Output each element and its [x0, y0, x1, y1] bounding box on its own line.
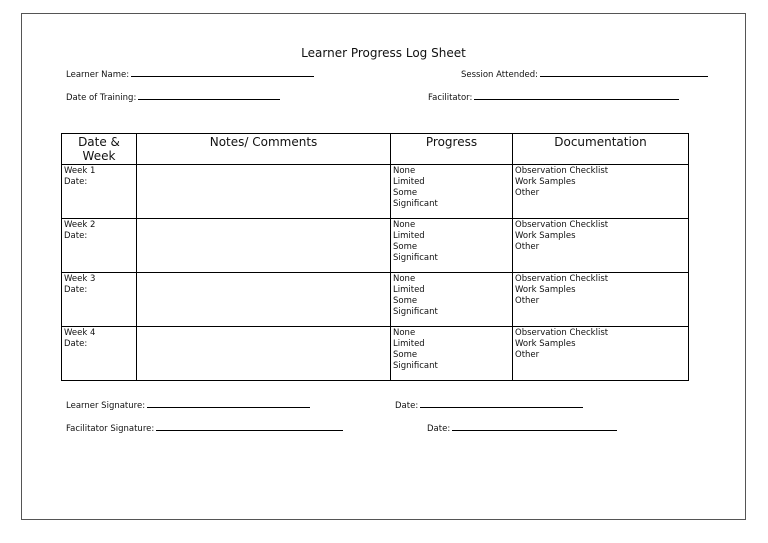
date-week-cell[interactable]: [62, 327, 137, 381]
date-of-training-label: Date of Training:: [66, 93, 137, 103]
doc-option-other[interactable]: Other: [515, 242, 540, 252]
learner-date-line[interactable]: [420, 398, 583, 408]
table-row: [62, 327, 689, 381]
progress-option-some[interactable]: Some: [393, 188, 418, 198]
doc-option-work-samples[interactable]: Work Samples: [515, 177, 576, 187]
doc-option-other[interactable]: Other: [515, 188, 540, 198]
session-attended-field[interactable]: [461, 67, 708, 80]
header-documentation: Documentation: [513, 134, 689, 165]
progress-option-limited[interactable]: Limited: [393, 285, 425, 295]
doc-option-work-samples[interactable]: Work Samples: [515, 285, 576, 295]
date-label: Date:: [64, 177, 88, 187]
progress-option-significant[interactable]: Significant: [393, 361, 438, 371]
doc-option-observation-checklist[interactable]: Observation Checklist: [515, 166, 609, 176]
progress-option-none[interactable]: None: [393, 328, 416, 338]
doc-option-work-samples[interactable]: Work Samples: [515, 231, 576, 241]
week-label: Week 2: [64, 220, 96, 230]
date-week-cell[interactable]: [62, 219, 137, 273]
date-week-cell[interactable]: [62, 165, 137, 219]
progress-option-limited[interactable]: Limited: [393, 177, 425, 187]
progress-option-significant[interactable]: Significant: [393, 307, 438, 317]
notes-cell[interactable]: [137, 219, 391, 273]
facilitator-label: Facilitator:: [428, 93, 473, 103]
week-label: Week 4: [64, 328, 96, 338]
date-week-cell[interactable]: [62, 273, 137, 327]
learner-date-label: Date:: [395, 401, 419, 411]
page-title: Learner Progress Log Sheet: [301, 46, 466, 60]
progress-option-limited[interactable]: Limited: [393, 339, 425, 349]
date-of-training-line[interactable]: [138, 90, 280, 100]
progress-cell: [391, 273, 513, 327]
doc-option-observation-checklist[interactable]: Observation Checklist: [515, 328, 609, 338]
learner-date-field[interactable]: [395, 398, 583, 411]
table-row: [62, 165, 689, 219]
header-notes-comments: Notes/ Comments: [137, 134, 391, 165]
date-label: Date:: [64, 285, 88, 295]
date-label: Date:: [64, 339, 88, 349]
header-date-week: Date & Week: [62, 134, 137, 165]
date-of-training-field[interactable]: [66, 90, 280, 103]
notes-cell[interactable]: [137, 165, 391, 219]
facilitator-signature-line[interactable]: [156, 421, 343, 431]
progress-option-limited[interactable]: Limited: [393, 231, 425, 241]
table-header-row: [62, 134, 689, 165]
notes-cell[interactable]: [137, 273, 391, 327]
progress-option-none[interactable]: None: [393, 274, 416, 284]
progress-option-some[interactable]: Some: [393, 296, 418, 306]
progress-option-significant[interactable]: Significant: [393, 253, 438, 263]
facilitator-line[interactable]: [474, 90, 679, 100]
facilitator-signature-field[interactable]: [66, 421, 343, 434]
facilitator-date-field[interactable]: [427, 421, 617, 434]
header-progress: Progress: [391, 134, 513, 165]
progress-option-some[interactable]: Some: [393, 242, 418, 252]
documentation-cell: [513, 273, 689, 327]
learner-name-line[interactable]: [131, 67, 314, 77]
progress-option-some[interactable]: Some: [393, 350, 418, 360]
progress-option-none[interactable]: None: [393, 166, 416, 176]
doc-option-observation-checklist[interactable]: Observation Checklist: [515, 220, 609, 230]
week-label: Week 1: [64, 166, 96, 176]
week-label: Week 3: [64, 274, 96, 284]
session-attended-line[interactable]: [540, 67, 708, 77]
progress-option-significant[interactable]: Significant: [393, 199, 438, 209]
progress-log-table: [61, 133, 689, 381]
notes-cell[interactable]: [137, 327, 391, 381]
doc-option-other[interactable]: Other: [515, 296, 540, 306]
learner-name-field[interactable]: [66, 67, 314, 80]
learner-signature-line[interactable]: [147, 398, 310, 408]
table-row: [62, 219, 689, 273]
doc-option-observation-checklist[interactable]: Observation Checklist: [515, 274, 609, 284]
documentation-cell: [513, 165, 689, 219]
progress-cell: [391, 165, 513, 219]
table-row: [62, 273, 689, 327]
progress-cell: [391, 219, 513, 273]
doc-option-other[interactable]: Other: [515, 350, 540, 360]
documentation-cell: [513, 327, 689, 381]
date-label: Date:: [64, 231, 88, 241]
learner-signature-field[interactable]: [66, 398, 310, 411]
facilitator-date-line[interactable]: [452, 421, 617, 431]
facilitator-date-label: Date:: [427, 424, 451, 434]
facilitator-signature-label: Facilitator Signature:: [66, 424, 155, 434]
progress-option-none[interactable]: None: [393, 220, 416, 230]
progress-cell: [391, 327, 513, 381]
learner-signature-label: Learner Signature:: [66, 401, 146, 411]
documentation-cell: [513, 219, 689, 273]
session-attended-label: Session Attended:: [461, 70, 538, 80]
facilitator-field[interactable]: [428, 90, 679, 103]
learner-name-label: Learner Name:: [66, 70, 130, 80]
doc-option-work-samples[interactable]: Work Samples: [515, 339, 576, 349]
